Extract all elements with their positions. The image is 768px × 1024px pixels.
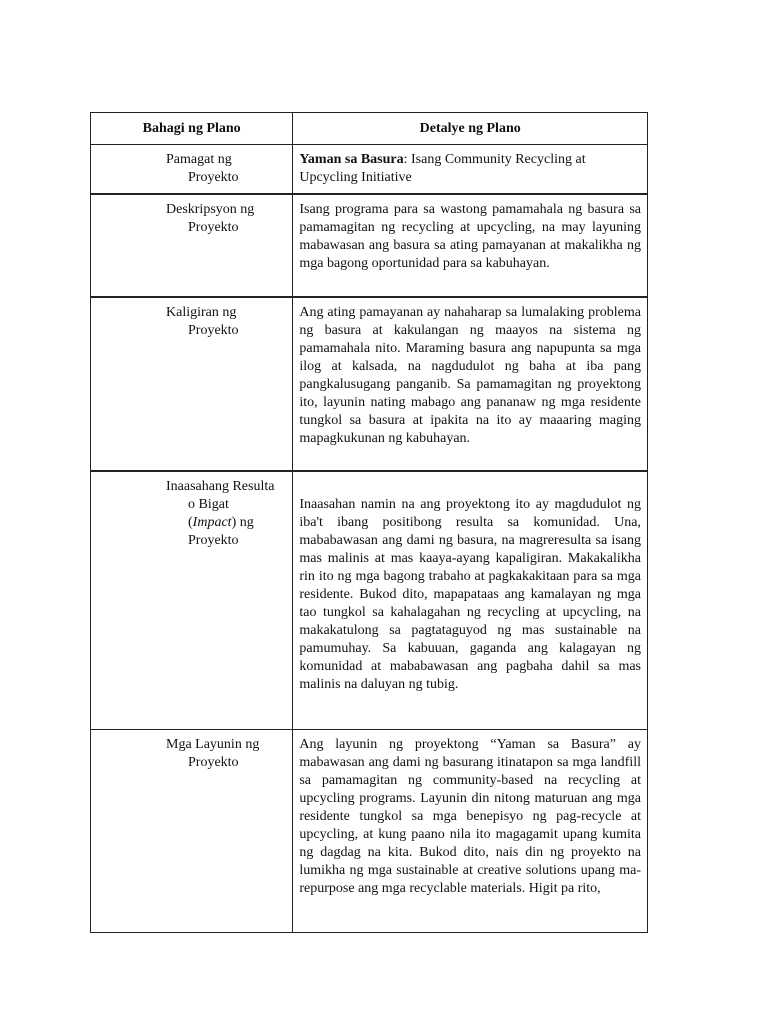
project-subtitle: : Isang Community Recycling at Upcycling Initiative — [299, 152, 586, 185]
impact-word: Impact — [192, 515, 232, 530]
row-detail-cell — [293, 471, 648, 730]
part-label: Proyekto — [188, 533, 239, 548]
header-bahagi: Bahagi ng Plano — [91, 113, 293, 145]
detail-text: Inaasahan namin na ang proyektong ito ay magdudulot ng iba't ibang positibong resulta sa komunidad. Una, mababawasan ang dami ng basura, na magreresulta sa isang mas malinis at mas kaaya-ayang kapaligiran. Makakalikha rin ito ng mga bagong trabaho at pagkakakitaan para sa mga residente. Bukod dito, mapapataas ang kamalayan ng mga tao tungkol sa kahalagahan ng recycling at upcycling, na makakatulong sa pagtataguyod ng mas sustainable na pamumuhay. Sa kabuuan, gaganda ang kalagayan ng komunidad at mababawasan ang pagbaha dahil sa mas malinis na daluyan ng tubig. — [299, 497, 641, 692]
project-title: Yaman sa Basura — [299, 152, 404, 167]
detail-text: Ang ating pamayanan ay nahaharap sa lumalaking problema ng basura at kakulangan ng maayos na sistema ng pamamahala nito. Maraming basura ang napupunta sa mga ilog at kalsada, na nagdudulot ng baha at iba pang pangkalusugang panganib. Sa pamamagitan ng proyektong ito, layunin nating mabago ang pananaw ng mga residente tungkol sa basura at ipakita na ito ay maaaring maging mapagkukunan ng kabuhayan. — [299, 305, 641, 446]
table-row — [91, 471, 648, 730]
part-label: Pamagat ng — [166, 152, 232, 167]
table-row — [91, 194, 648, 297]
table-row — [91, 730, 648, 933]
detail-text: Ang layunin ng proyektong “Yaman sa Basura” ay mabawasan ang dami ng basurang itinatapon sa mga landfill sa pamamagitan ng community-based na recycling at upcycling programs. Layunin din nitong maturuan ang mga residente tungkol sa mga benepisyo ng pag-recycle at upcycling, at kung paano nila ito magagamit upang kumita ng dagdag na kita. Bukod dito, nais din ng proyekto na lumikha ng mga sustainable at creative solutions upang ma-repurpose ang mga recyclable materials. Higit pa rito, — [299, 737, 641, 896]
part-label: Inaasahang Resulta — [166, 479, 275, 494]
part-label: Proyekto — [188, 170, 239, 185]
row-detail-cell — [293, 194, 648, 297]
part-label: (Impact) ng — [188, 515, 254, 530]
table-header-row — [91, 113, 648, 145]
part-label: Deskripsyon ng — [166, 202, 255, 217]
table-row — [91, 297, 648, 471]
table-row — [91, 145, 648, 195]
detail-text: Isang programa para sa wastong pamamahala ng basura sa pamamagitan ng recycling at upcycling, na may layuning mabawasan ang basura sa ating pamayanan at makalikha ng mga bagong oportunidad para sa kabuhayan. — [299, 202, 641, 271]
part-label: o Bigat — [188, 497, 229, 512]
row-detail-cell — [293, 730, 648, 933]
row-part-cell — [91, 297, 293, 471]
project-plan-table — [90, 112, 648, 933]
row-part-cell — [91, 145, 293, 195]
row-part-cell — [91, 730, 293, 933]
row-part-cell — [91, 471, 293, 730]
part-label: Proyekto — [188, 755, 239, 770]
row-detail-cell — [293, 145, 648, 195]
part-label: Proyekto — [188, 220, 239, 235]
part-label: Mga Layunin ng — [166, 737, 260, 752]
part-label: Proyekto — [188, 323, 239, 338]
part-label: Kaligiran ng — [166, 305, 237, 320]
header-detalye: Detalye ng Plano — [293, 113, 648, 145]
row-part-cell — [91, 194, 293, 297]
row-detail-cell — [293, 297, 648, 471]
